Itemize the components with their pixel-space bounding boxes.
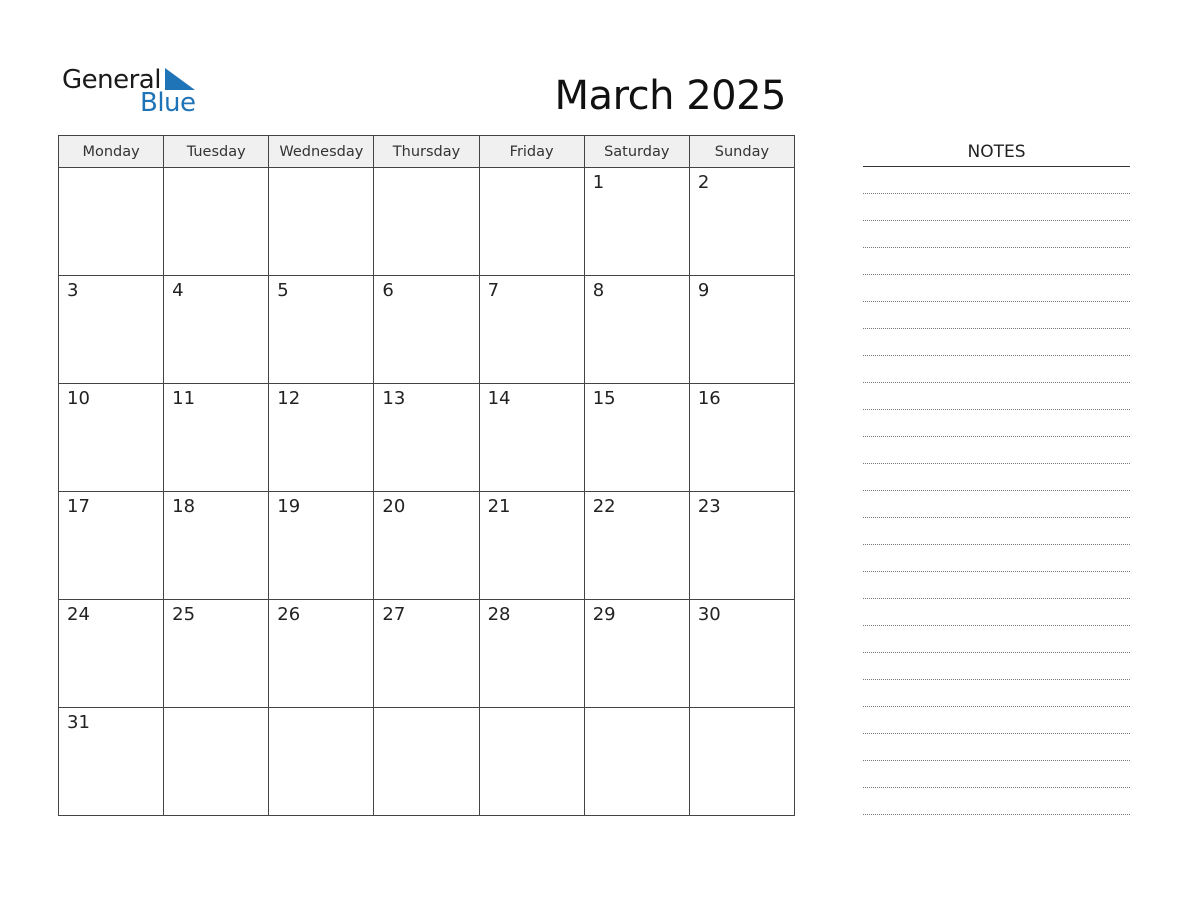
day-cell: 25 [164,600,269,708]
note-line [863,734,1130,761]
note-line [863,248,1130,275]
day-cell [269,168,374,276]
day-cell: 26 [269,600,374,708]
note-line [863,221,1130,248]
weekday-wednesday: Wednesday [269,136,374,168]
note-line [863,761,1130,788]
day-cell [59,168,164,276]
day-cell: 9 [689,276,794,384]
note-line [863,491,1130,518]
notes-title: NOTES [863,140,1130,167]
note-line [863,275,1130,302]
day-cell: 8 [584,276,689,384]
day-cell [479,708,584,816]
note-line [863,707,1130,734]
day-cell [269,708,374,816]
day-cell: 30 [689,600,794,708]
week-row [59,168,795,276]
day-cell: 31 [59,708,164,816]
note-line [863,518,1130,545]
day-cell: 22 [584,492,689,600]
note-line [863,653,1130,680]
day-cell: 14 [479,384,584,492]
note-line [863,356,1130,383]
weekday-thursday: Thursday [374,136,479,168]
day-cell [374,168,479,276]
logo-triangle-icon [165,68,195,90]
note-line [863,464,1130,491]
note-line [863,599,1130,626]
day-cell: 20 [374,492,479,600]
day-cell: 18 [164,492,269,600]
day-cell: 6 [374,276,479,384]
note-line [863,302,1130,329]
day-cell: 28 [479,600,584,708]
day-cell: 1 [584,168,689,276]
notes-lines [863,167,1130,815]
day-cell: 19 [269,492,374,600]
weekday-friday: Friday [479,136,584,168]
day-cell: 4 [164,276,269,384]
day-cell: 24 [59,600,164,708]
note-line [863,788,1130,815]
day-cell [584,708,689,816]
day-cell: 21 [479,492,584,600]
day-cell: 7 [479,276,584,384]
day-cell [164,708,269,816]
note-line [863,329,1130,356]
weekday-sunday: Sunday [689,136,794,168]
calendar-body [59,168,795,816]
day-cell: 13 [374,384,479,492]
day-cell [374,708,479,816]
note-line [863,167,1130,194]
day-cell: 17 [59,492,164,600]
day-cell [164,168,269,276]
note-line [863,680,1130,707]
day-cell: 16 [689,384,794,492]
logo-text-general: General [62,65,161,95]
note-line [863,545,1130,572]
note-line [863,437,1130,464]
day-cell: 2 [689,168,794,276]
note-line [863,383,1130,410]
weekday-saturday: Saturday [584,136,689,168]
brand-logo [62,64,202,116]
note-line [863,194,1130,221]
day-cell: 15 [584,384,689,492]
notes-panel [863,140,1130,815]
week-row [59,276,795,384]
week-row [59,492,795,600]
day-cell: 10 [59,384,164,492]
day-cell [479,168,584,276]
day-cell: 5 [269,276,374,384]
day-cell: 3 [59,276,164,384]
month-title: March 2025 [554,73,786,119]
weekday-header-row [59,136,795,168]
week-row [59,708,795,816]
calendar-grid [58,135,795,816]
note-line [863,626,1130,653]
day-cell: 12 [269,384,374,492]
day-cell: 27 [374,600,479,708]
day-cell [689,708,794,816]
day-cell: 11 [164,384,269,492]
weekday-tuesday: Tuesday [164,136,269,168]
weekday-monday: Monday [59,136,164,168]
day-cell: 23 [689,492,794,600]
week-row [59,600,795,708]
note-line [863,572,1130,599]
week-row [59,384,795,492]
logo-text-blue: Blue [140,88,196,118]
note-line [863,410,1130,437]
day-cell: 29 [584,600,689,708]
